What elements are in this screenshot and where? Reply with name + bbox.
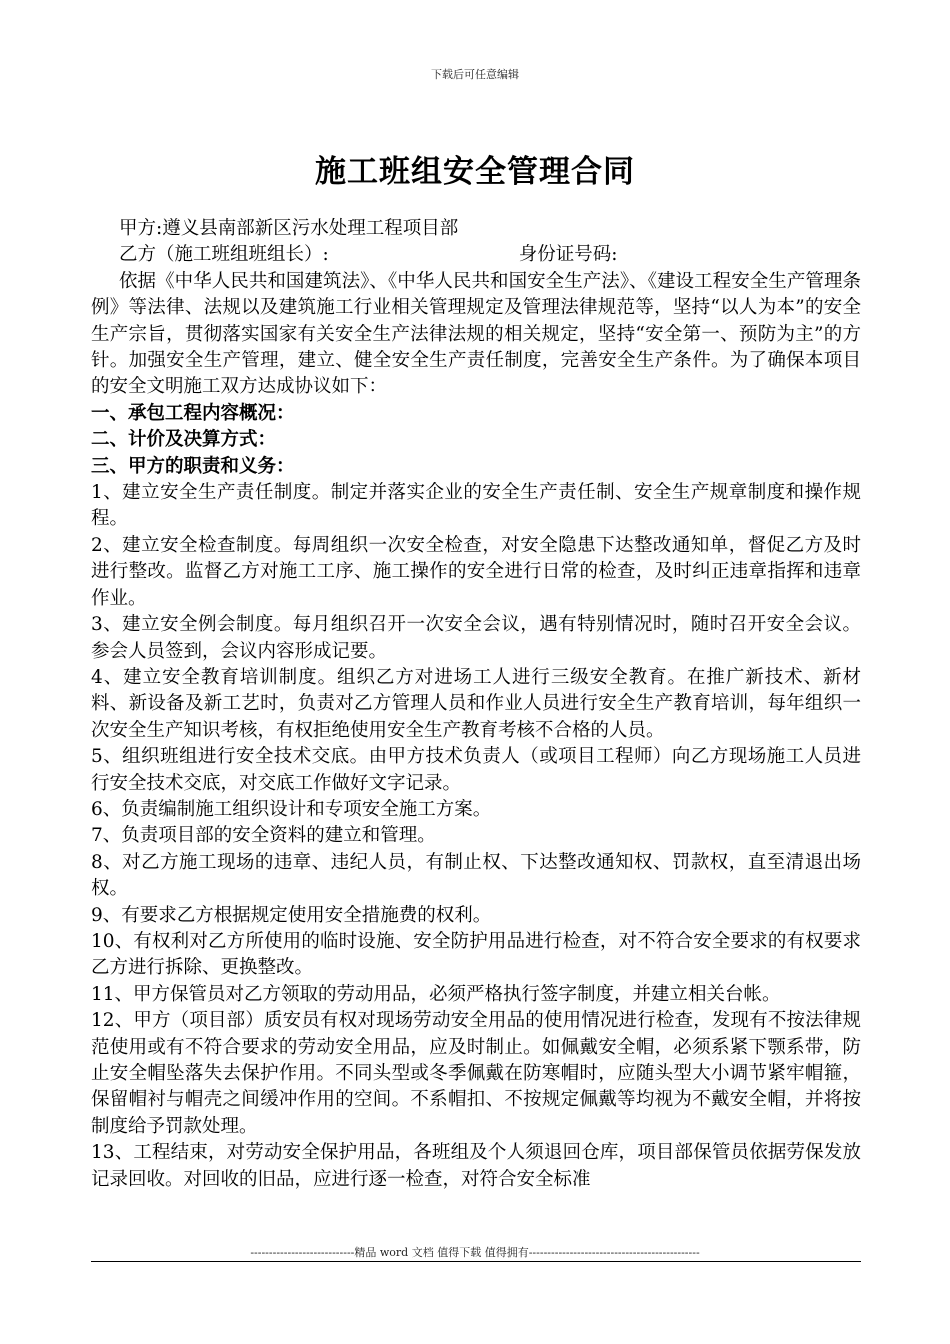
- clause-item: 13、工程结束，对劳动安全保护用品，各班组及个人须退回仓库，项目部保管员依据劳保发放记录回收。对回收的旧品，应进行逐一检查，对符合安全标准: [91, 1142, 861, 1190]
- clause-item: 8、对乙方施工现场的违章、违纪人员，有制止权、下达整改通知权、罚款权，直至清退出场权。: [91, 851, 861, 900]
- clause-item: 11、甲方保管员对乙方领取的劳动用品，必须严格执行签字制度，并建立相关台帐。: [91, 983, 781, 1005]
- clause-item: 5、组织班组进行安全技术交底。由甲方技术负责人（或项目工程师）向乙方现场施工人员进行安全技术交底，对交底工作做好文字记录。: [91, 746, 861, 794]
- contract-title: 施工班组安全管理合同: [315, 154, 635, 190]
- clause-item: 10、有权利对乙方所使用的临时设施、安全防护用品进行检查，对不符合安全要求的有权要求乙方进行拆除、更换整改。: [91, 930, 861, 979]
- footer-divider: [91, 1261, 861, 1262]
- footer-note: ----------------------------精品 word 文档 值得下载 值得拥有----------------------------------------------: [250, 1246, 700, 1259]
- clause-item: 4、建立安全教育培训制度。组织乙方对进场工人进行三级安全教育。在推广新技术、新材料、新设备及新工艺时，负责对乙方管理人员和作业人员进行安全生产教育培训，每年组织一次安全生产知识考核，有权拒绝使用安全生产教育考核不合格的人员。: [91, 666, 861, 741]
- party-a-line: 甲方:遵义县南部新区污水处理工程项目部: [119, 218, 459, 239]
- clause-item: 1、建立安全生产责任制度。制定并落实企业的安全生产责任制、安全生产规章制度和操作规程。: [91, 482, 861, 530]
- clause-item: 2、建立安全检查制度。每周组织一次安全检查，对安全隐患下达整改通知单，督促乙方及时进行整改。监督乙方对施工工序、施工操作的安全进行日常的检查，及时纠正违章指挥和违章作业。: [91, 534, 861, 609]
- clause-item: 3、建立安全例会制度。每月组织召开一次安全会议，遇有特别情况时，随时召开安全会议。参会人员签到，会议内容形成记要。: [91, 614, 861, 662]
- contract-body: [91, 216, 861, 1193]
- section-heading: 三、甲方的职责和义务：: [91, 455, 295, 477]
- section-heading: 二、计价及决算方式：: [91, 429, 277, 451]
- intro-paragraph: 依据《中华人民共和国建筑法》、《中华人民共和国安全生产法》、《建设工程安全生产管理条例》等法律、法规以及建筑施工行业相关管理规定及管理法律规范等，坚持“以人为本”的安全生产宗旨，贯彻落实国家有关安全生产法律法规的相关规定，坚持“安全第一、预防为主”的方针。加强安全生产管理，建立、健全安全生产责任制度，完善安全生产条件。为了确保本项目的安全文明施工双方达成协议如下：: [91, 270, 861, 398]
- clause-item: 12、甲方（项目部）质安员有权对现场劳动安全用品的使用情况进行检查，发现有不按法律规范使用或有不符合要求的劳动安全用品，应及时制止。如佩戴安全帽，必须系紧下颚系带，防止安全帽坠落失去保护作用。不同头型或冬季佩戴在防寒帽时，应随头型大小调节紧牢帽箍，保留帽衬与帽壳之间缓冲作用的空间。不系帽扣、不按规定佩戴等均视为不戴安全帽，并将按制度给予罚款处理。: [91, 1010, 861, 1137]
- party-b-line: [91, 242, 861, 268]
- party-b-label: 乙方（施工班组班组长）:: [119, 244, 329, 266]
- section-heading: 一、承包工程内容概况：: [91, 402, 295, 424]
- party-b-id-label: 身份证号码:: [518, 244, 618, 266]
- clause-item: 7、负责项目部的安全资料的建立和管理。: [91, 825, 436, 847]
- clause-item: 6、负责编制施工组织设计和专项安全施工方案。: [91, 798, 492, 820]
- clause-item: 9、有要求乙方根据规定使用安全措施费的权利。: [91, 904, 492, 926]
- header-note: 下载后可任意编辑: [431, 68, 519, 81]
